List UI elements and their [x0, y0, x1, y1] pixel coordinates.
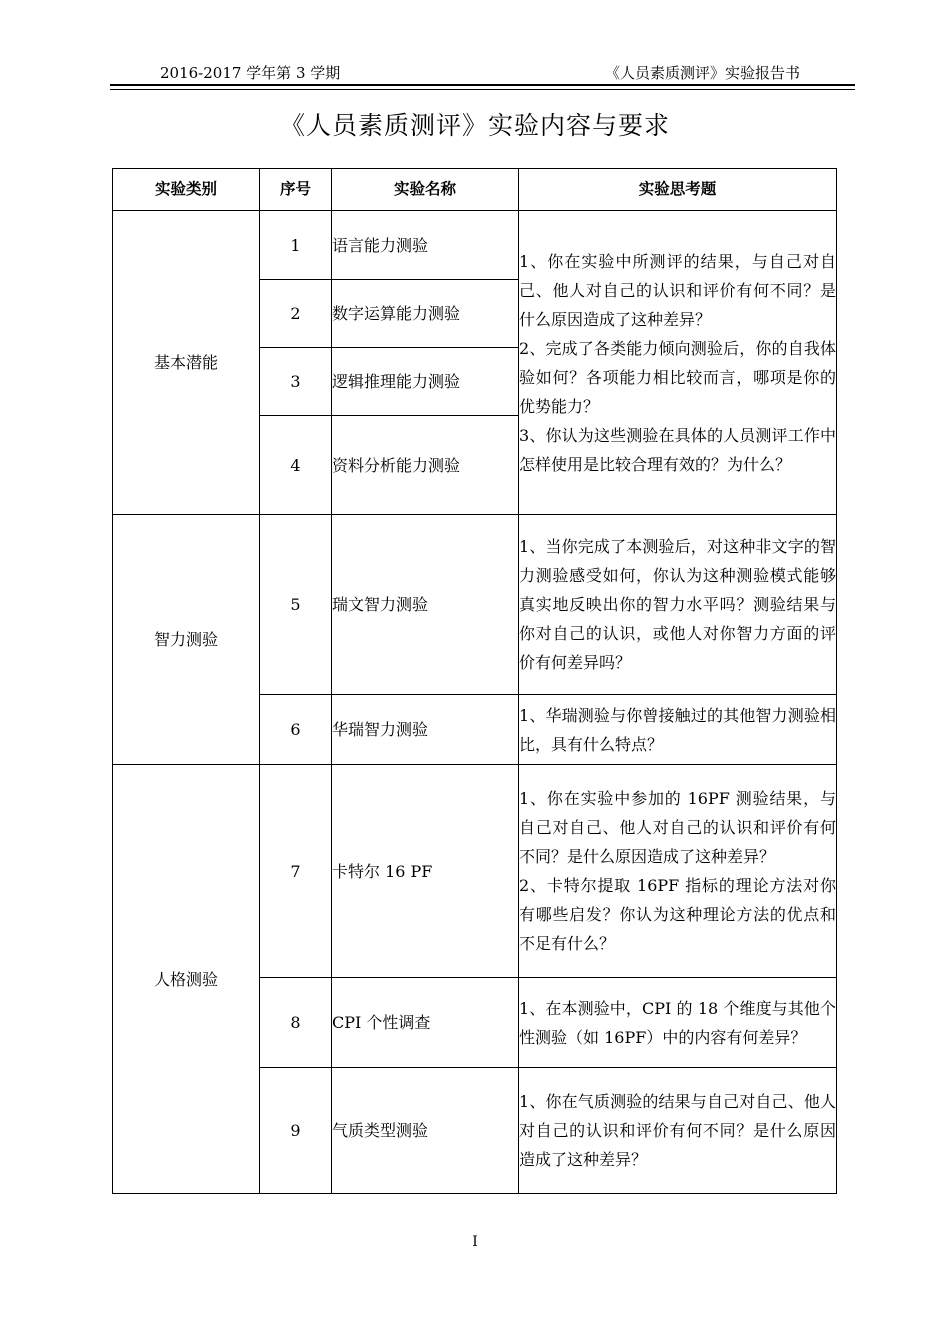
question-text: 2、完成了各类能力倾向测验后，你的自我体验如何？各项能力相比较而言，哪项是你的优势能力？: [519, 338, 836, 416]
experiment-name-cell: 华瑞智力测验: [332, 695, 519, 765]
number-cell: 5: [260, 515, 332, 695]
questions-cell: [519, 978, 837, 1068]
header-rule-thin: [110, 89, 855, 90]
questions-cell: [519, 211, 837, 515]
questions-cell: [519, 695, 837, 765]
question-text: 1、你在实验中参加的 16PF 测验结果，与自己对自己、他人对自己的认识和评价有何不同？是什么原因造成了这种差异？: [519, 789, 836, 866]
table-row: [113, 515, 837, 695]
number-cell: 9: [260, 1068, 332, 1194]
question-text: 2、卡特尔提取 16PF 指标的理论方法对你有哪些启发？你认为这种理论方法的优点和不足有什么？: [519, 876, 836, 953]
question-text: 1、你在实验中所测评的结果，与自己对自己、他人对自己的认识和评价有何不同？是什么原因造成了这种差异？: [519, 251, 836, 329]
page-number: I: [472, 1234, 478, 1250]
number-cell: 6: [260, 695, 332, 765]
experiment-name-cell: 数字运算能力测验: [332, 280, 519, 348]
experiment-name-cell: CPI 个性调查: [332, 978, 519, 1068]
question-text: 1、当你完成了本测验后，对这种非文字的智力测验感受如何，你认为这种测验模式能够真实地反映出你的智力水平吗？测验结果与你对自己的认识，或他人对你智力方面的评价有何差异吗？: [519, 537, 836, 672]
number-cell: 2: [260, 280, 332, 348]
header-semester: 2016-2017 学年第 3 学期: [160, 64, 341, 82]
questions-cell: [519, 515, 837, 695]
number-cell: 7: [260, 765, 332, 978]
category-cell: 人格测验: [113, 765, 260, 1194]
column-header-questions: 实验思考题: [519, 169, 837, 211]
number-cell: 4: [260, 416, 332, 515]
experiment-name-cell: 瑞文智力测验: [332, 515, 519, 695]
table-row: [113, 211, 837, 280]
experiment-name-cell: 语言能力测验: [332, 211, 519, 280]
questions-cell: [519, 765, 837, 978]
category-cell: 基本潜能: [113, 211, 260, 515]
header-report-title: 《人员素质测评》实验报告书: [604, 64, 800, 82]
header-rule-thick: [110, 84, 855, 86]
number-cell: 8: [260, 978, 332, 1068]
category-cell: 智力测验: [113, 515, 260, 765]
question-text: 1、华瑞测验与你曾接触过的其他智力测验相比，具有什么特点？: [519, 705, 836, 754]
experiment-name-cell: 卡特尔 16 PF: [332, 765, 519, 978]
question-text: 3、你认为这些测验在具体的人员测评工作中怎样使用是比较合理有效的？为什么？: [519, 425, 836, 474]
question-text: 1、在本测验中，CPI 的 18 个维度与其他个性测验（如 16PF）中的内容有何差异？: [519, 998, 836, 1047]
page-title: 《人员素质测评》实验内容与要求: [279, 111, 670, 140]
experiment-table: [112, 168, 837, 1194]
number-cell: 3: [260, 348, 332, 416]
column-header-category: 实验类别: [113, 169, 260, 211]
column-header-name: 实验名称: [332, 169, 519, 211]
question-text: 1、你在气质测验的结果与自己对自己、他人对自己的认识和评价有何不同？是什么原因造成了这种差异？: [519, 1092, 836, 1169]
questions-cell: [519, 1068, 837, 1194]
table-row: [113, 765, 837, 978]
experiment-name-cell: 逻辑推理能力测验: [332, 348, 519, 416]
experiment-name-cell: 气质类型测验: [332, 1068, 519, 1194]
number-cell: 1: [260, 211, 332, 280]
column-header-number: 序号: [260, 169, 332, 211]
experiment-name-cell: 资料分析能力测验: [332, 416, 519, 515]
table-header-row: [113, 169, 837, 211]
